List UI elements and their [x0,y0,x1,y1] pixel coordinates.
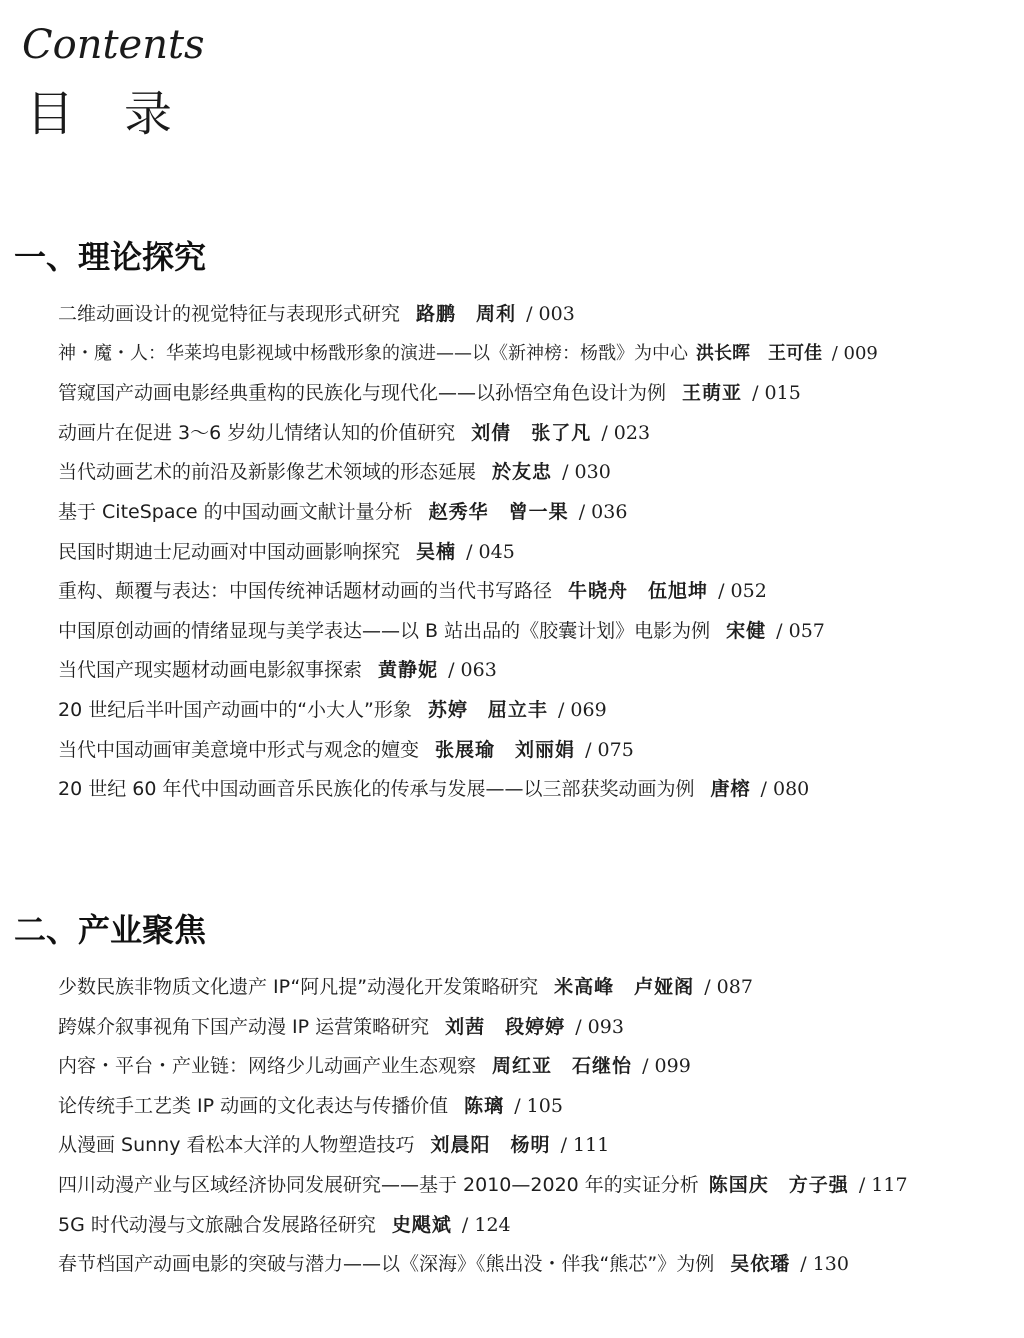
entry-title: 20 世纪后半叶国产动画中的“小大人”形象 [58,698,412,721]
page-separator: / [754,778,773,801]
entry-page: 045 [478,540,515,563]
entry-page: 105 [526,1094,563,1117]
entry-page: 080 [772,778,810,801]
entry-page: 057 [788,619,825,642]
entry-title: 动画片在促进 3～6 岁幼儿情绪认知的价值研究 [58,421,456,444]
entry-page: 003 [538,303,575,325]
entry-page: 087 [716,976,753,998]
toc-entry[interactable] [58,1210,1018,1250]
entry-page: 117 [871,1173,908,1196]
toc-entry[interactable] [58,497,1018,537]
entry-authors: 米高峰 卢娅阁 [554,976,695,998]
entry-page: 036 [591,500,628,523]
page-separator: / [770,619,789,642]
entry-page: 052 [730,580,767,603]
entry-authors: 洪长晖 王可佳 [696,342,822,364]
entry-authors: 刘晨阳 杨明 [430,1134,551,1157]
entry-authors: 张展瑜 刘丽娟 [435,738,576,761]
toc-entry[interactable] [58,378,1018,418]
entry-page: 124 [474,1213,511,1236]
toc-list [58,972,1018,1289]
page-separator: / [556,461,575,484]
page-separator: / [569,1015,588,1038]
toc-entry[interactable] [58,616,1018,656]
section-title: 一、理论探究 [14,238,207,276]
entry-title: 春节档国产动画电影的突破与潜力——以《深海》《熊出没・伴我“熊芯”》为例 [58,1253,715,1276]
entry-authors: 牛晓舟 伍旭坤 [568,580,709,603]
toc-entry[interactable] [58,537,1018,577]
entry-page: 069 [570,698,607,721]
page-separator: / [826,342,844,364]
entry-authors: 於友忠 [492,461,553,484]
toc-entry[interactable] [58,972,1018,1012]
entry-page: 111 [573,1134,610,1157]
entry-title: 当代中国动画审美意境中形式与观念的嬗变 [58,738,420,761]
entry-authors: 刘茜 段婷婷 [445,1015,566,1038]
page-separator: / [794,1253,813,1276]
page-separator: / [698,976,717,998]
entry-authors: 路鹏 周利 [416,303,517,325]
entry-authors: 王萌亚 [682,382,743,405]
entry-authors: 宋健 [726,619,767,642]
entry-title: 重构、颠覆与表达：中国传统神话题材动画的当代书写路径 [58,580,553,603]
toc-entry[interactable] [58,735,1018,775]
entry-page: 075 [597,738,634,761]
entry-page: 023 [613,421,651,444]
entry-authors: 史飓斌 [391,1213,452,1236]
entry-authors: 陈国庆 方子强 [708,1173,849,1196]
entry-page: 093 [587,1015,624,1038]
entry-page: 009 [843,342,878,364]
entry-title: 四川动漫产业与区域经济协同发展研究——基于 2010—2020 年的实证分析 [58,1173,699,1196]
entry-authors: 刘倩 张了凡 [471,421,592,444]
page-separator: / [520,303,539,325]
entry-title: 当代国产现实题材动画电影叙事探索 [58,659,363,682]
toc-entry[interactable] [58,576,1018,616]
entry-title: 从漫画 Sunny 看松本大洋的人物塑造技巧 [58,1134,415,1157]
section-title: 二、产业聚焦 [14,911,207,949]
toc-entry[interactable] [58,1170,1018,1210]
entry-title: 少数民族非物质文化遗产 IP“阿凡提”动漫化开发策略研究 [58,976,539,998]
page-separator: / [595,421,614,444]
entry-authors: 苏婷 屈立丰 [427,698,548,721]
page-separator: / [572,500,592,523]
toc-entry[interactable] [58,1130,1018,1170]
toc-list [58,299,1018,814]
entry-authors: 周红亚 石继怡 [492,1055,633,1078]
toc-entry[interactable] [58,1091,1018,1131]
contents-heading: Contents [22,22,205,68]
page-separator: / [554,1134,574,1157]
entry-title: 中国原创动画的情绪显现与美学表达——以 B 站出品的《胶囊计划》电影为例 [58,619,711,642]
entry-authors: 吴楠 [416,540,457,563]
entry-authors: 赵秀华 曾一果 [428,500,569,523]
page-separator: / [746,382,765,405]
toc-entry[interactable] [58,655,1018,695]
toc-entry[interactable] [58,299,1018,339]
toc-entry[interactable] [58,695,1018,735]
entry-page: 015 [764,382,801,405]
toc-entry[interactable] [58,774,1018,814]
entry-title: 二维动画设计的视觉特征与表现形式研究 [58,303,401,325]
entry-title: 5G 时代动漫与文旅融合发展路径研究 [58,1213,376,1236]
toc-entry[interactable] [58,1012,1018,1052]
page-separator: / [442,659,461,682]
entry-title: 神・魔・人：华莱坞电影视域中杨戬形象的演进——以《新神榜：杨戬》为中心 [58,342,688,364]
contents-heading-cn: 目录 [26,86,223,142]
page-separator: / [636,1055,655,1078]
toc-entry[interactable] [58,1051,1018,1091]
entry-title: 基于 CiteSpace 的中国动画文献计量分析 [58,500,413,523]
entry-title: 内容・平台・产业链：网络少儿动画产业生态观察 [58,1055,477,1078]
entry-title: 论传统手工艺类 IP 动画的文化表达与传播价值 [58,1094,449,1117]
entry-authors: 黄静妮 [378,659,439,682]
page-separator: / [460,540,479,563]
page-separator: / [712,580,731,603]
entry-page: 063 [460,659,497,682]
entry-page: 099 [654,1055,691,1078]
page-separator: / [455,1213,475,1236]
entry-authors: 陈璃 [464,1094,505,1117]
entry-authors: 吴依璠 [730,1253,791,1276]
entry-title: 民国时期迪士尼动画对中国动画影响探究 [58,540,401,563]
entry-title: 跨媒介叙事视角下国产动漫 IP 运营策略研究 [58,1015,430,1038]
toc-entry[interactable] [58,418,1018,458]
toc-entry[interactable] [58,1249,1018,1289]
entry-page: 030 [574,461,611,484]
page-separator: / [852,1173,872,1196]
entry-authors: 唐榕 [710,778,751,801]
page-separator: / [551,698,571,721]
entry-title: 管窥国产动画电影经典重构的民族化与现代化——以孙悟空角色设计为例 [58,382,667,405]
page-separator: / [579,738,598,761]
toc-entry[interactable] [58,339,1018,379]
page-separator: / [508,1094,527,1117]
entry-title: 当代动画艺术的前沿及新影像艺术领域的形态延展 [58,461,477,484]
entry-title: 20 世纪 60 年代中国动画音乐民族化的传承与发展——以三部获奖动画为例 [58,778,695,801]
toc-entry[interactable] [58,457,1018,497]
entry-page: 130 [812,1253,849,1276]
